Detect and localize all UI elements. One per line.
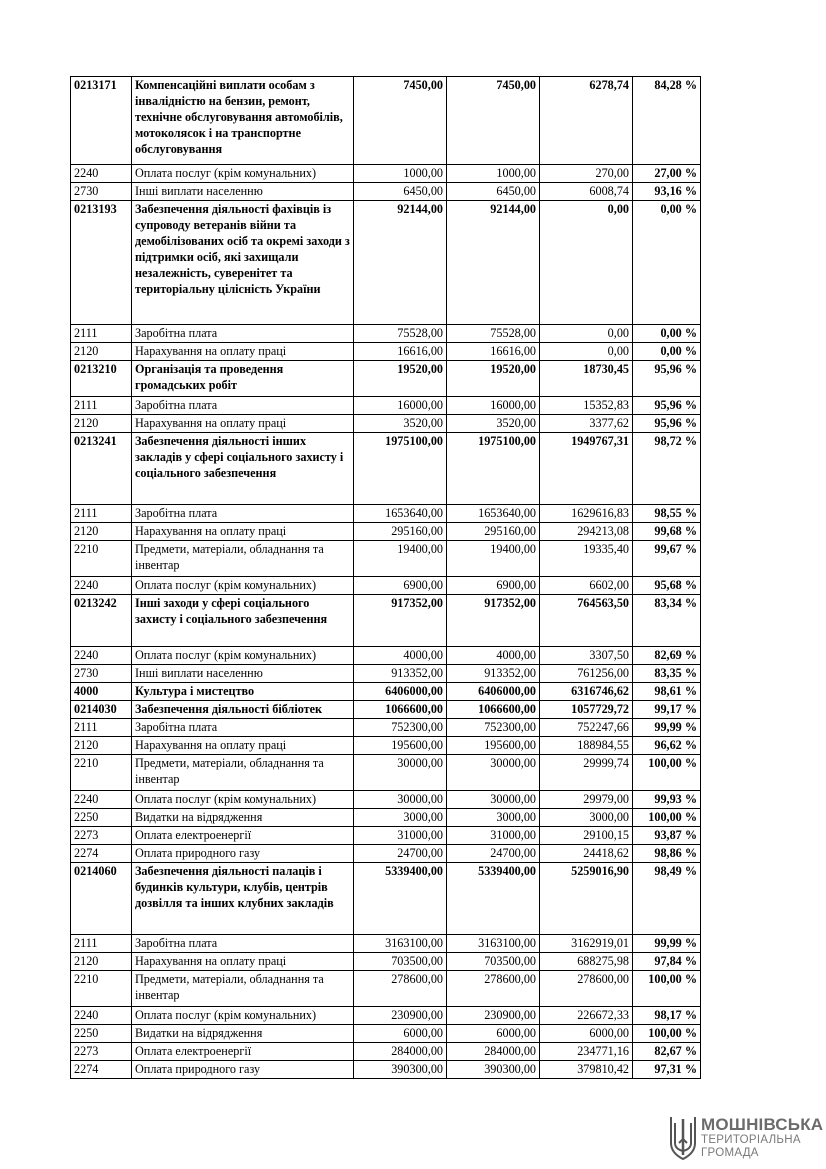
row-percent: 95,96 % xyxy=(633,397,701,415)
row-code: 2730 xyxy=(71,183,132,201)
row-plan-year: 3000,00 xyxy=(354,809,447,827)
row-percent: 98,55 % xyxy=(633,505,701,523)
row-plan-period: 230900,00 xyxy=(447,1007,540,1025)
row-name: Оплата послуг (крім комунальних) xyxy=(132,577,354,595)
table-row xyxy=(71,325,701,343)
row-executed: 29100,15 xyxy=(540,827,633,845)
row-percent: 27,00 % xyxy=(633,165,701,183)
row-name: Оплата послуг (крім комунальних) xyxy=(132,647,354,665)
row-executed: 19335,40 xyxy=(540,541,633,577)
row-percent: 99,68 % xyxy=(633,523,701,541)
row-plan-period: 19520,00 xyxy=(447,361,540,397)
table-row xyxy=(71,935,701,953)
row-name: Видатки на відрядження xyxy=(132,1025,354,1043)
table-row xyxy=(71,953,701,971)
table-row xyxy=(71,201,701,325)
table-row xyxy=(71,595,701,647)
row-name: Нарахування на оплату праці xyxy=(132,953,354,971)
row-name: Оплата послуг (крім комунальних) xyxy=(132,791,354,809)
row-name: Інші заходи у сфері соціального захисту і соціального забезпечення xyxy=(132,595,354,647)
row-name: Забезпечення діяльності палаців і будинків культури, клубів, центрів дозвілля та інших клубних закладів xyxy=(132,863,354,935)
row-plan-year: 19400,00 xyxy=(354,541,447,577)
row-executed: 379810,42 xyxy=(540,1061,633,1079)
row-executed: 226672,33 xyxy=(540,1007,633,1025)
row-plan-period: 5339400,00 xyxy=(447,863,540,935)
row-code: 2111 xyxy=(71,397,132,415)
row-name: Заробітна плата xyxy=(132,325,354,343)
row-name: Забезпечення діяльності інших закладів у сфері соціального захисту і соціального забезпечення xyxy=(132,433,354,505)
row-percent: 98,61 % xyxy=(633,683,701,701)
row-percent: 82,67 % xyxy=(633,1043,701,1061)
row-name: Предмети, матеріали, обладнання та інвентар xyxy=(132,755,354,791)
row-executed: 3000,00 xyxy=(540,809,633,827)
row-code: 2120 xyxy=(71,523,132,541)
row-plan-period: 1975100,00 xyxy=(447,433,540,505)
row-code: 4000 xyxy=(71,683,132,701)
row-plan-year: 6450,00 xyxy=(354,183,447,201)
row-name: Заробітна плата xyxy=(132,505,354,523)
row-code: 2210 xyxy=(71,971,132,1007)
row-percent: 83,35 % xyxy=(633,665,701,683)
budget-table-body xyxy=(71,77,701,1079)
row-plan-period: 284000,00 xyxy=(447,1043,540,1061)
row-percent: 99,67 % xyxy=(633,541,701,577)
row-plan-year: 1066600,00 xyxy=(354,701,447,719)
table-row xyxy=(71,505,701,523)
row-plan-period: 3000,00 xyxy=(447,809,540,827)
row-plan-period: 19400,00 xyxy=(447,541,540,577)
row-code: 2240 xyxy=(71,165,132,183)
row-plan-year: 6406000,00 xyxy=(354,683,447,701)
row-name: Компенсаційні виплати особам з інвалідністю на бензин, ремонт, технічне обслуговування автомобілів, мотоколясок і на транспортне обслуговування xyxy=(132,77,354,165)
table-row xyxy=(71,971,701,1007)
row-plan-period: 6406000,00 xyxy=(447,683,540,701)
row-code: 2210 xyxy=(71,541,132,577)
row-name: Оплата природного газу xyxy=(132,1061,354,1079)
row-code: 2240 xyxy=(71,647,132,665)
row-code: 0213171 xyxy=(71,77,132,165)
row-code: 2274 xyxy=(71,1061,132,1079)
table-row xyxy=(71,1061,701,1079)
row-name: Оплата електроенергії xyxy=(132,827,354,845)
row-executed: 29979,00 xyxy=(540,791,633,809)
row-percent: 96,62 % xyxy=(633,737,701,755)
row-executed: 752247,66 xyxy=(540,719,633,737)
row-plan-year: 7450,00 xyxy=(354,77,447,165)
table-row xyxy=(71,1043,701,1061)
row-percent: 84,28 % xyxy=(633,77,701,165)
table-row xyxy=(71,701,701,719)
row-name: Оплата послуг (крім комунальних) xyxy=(132,165,354,183)
row-plan-year: 24700,00 xyxy=(354,845,447,863)
table-row xyxy=(71,361,701,397)
table-row xyxy=(71,415,701,433)
row-plan-period: 3163100,00 xyxy=(447,935,540,953)
table-row xyxy=(71,77,701,165)
row-name: Заробітна плата xyxy=(132,935,354,953)
row-percent: 93,87 % xyxy=(633,827,701,845)
row-name: Нарахування на оплату праці xyxy=(132,343,354,361)
row-name: Заробітна плата xyxy=(132,719,354,737)
row-executed: 3307,50 xyxy=(540,647,633,665)
row-executed: 18730,45 xyxy=(540,361,633,397)
row-executed: 15352,83 xyxy=(540,397,633,415)
row-plan-year: 390300,00 xyxy=(354,1061,447,1079)
row-plan-period: 31000,00 xyxy=(447,827,540,845)
budget-table xyxy=(70,76,701,1079)
row-executed: 0,00 xyxy=(540,343,633,361)
community-logo xyxy=(668,1113,824,1163)
row-name: Нарахування на оплату праці xyxy=(132,415,354,433)
row-plan-period: 92144,00 xyxy=(447,201,540,325)
row-executed: 6316746,62 xyxy=(540,683,633,701)
row-plan-year: 703500,00 xyxy=(354,953,447,971)
row-executed: 3162919,01 xyxy=(540,935,633,953)
table-row xyxy=(71,1007,701,1025)
row-plan-year: 278600,00 xyxy=(354,971,447,1007)
table-row xyxy=(71,845,701,863)
row-percent: 99,17 % xyxy=(633,701,701,719)
row-plan-year: 31000,00 xyxy=(354,827,447,845)
row-plan-year: 4000,00 xyxy=(354,647,447,665)
logo-line-2: ТЕРИТОРІАЛЬНА xyxy=(701,1134,801,1146)
table-row xyxy=(71,523,701,541)
row-percent: 95,68 % xyxy=(633,577,701,595)
row-plan-year: 92144,00 xyxy=(354,201,447,325)
row-percent: 100,00 % xyxy=(633,971,701,1007)
row-plan-period: 390300,00 xyxy=(447,1061,540,1079)
table-row xyxy=(71,665,701,683)
row-code: 0213241 xyxy=(71,433,132,505)
row-percent: 95,96 % xyxy=(633,415,701,433)
table-row xyxy=(71,433,701,505)
row-executed: 24418,62 xyxy=(540,845,633,863)
row-executed: 0,00 xyxy=(540,201,633,325)
table-row xyxy=(71,737,701,755)
row-code: 2120 xyxy=(71,737,132,755)
row-percent: 83,34 % xyxy=(633,595,701,647)
table-row xyxy=(71,647,701,665)
row-plan-year: 6000,00 xyxy=(354,1025,447,1043)
row-percent: 98,49 % xyxy=(633,863,701,935)
table-row xyxy=(71,165,701,183)
row-code: 2250 xyxy=(71,1025,132,1043)
row-name: Забезпечення діяльності фахівців із супроводу ветеранів війни та демобілізованих осіб та окремі заходи з підтримки осіб, які захищали незалежність, суверенітет та територіальну цілісність України xyxy=(132,201,354,325)
row-plan-year: 3520,00 xyxy=(354,415,447,433)
row-percent: 95,96 % xyxy=(633,361,701,397)
logo-line-3: ГРОМАДА xyxy=(701,1147,759,1159)
row-code: 2240 xyxy=(71,577,132,595)
row-plan-period: 30000,00 xyxy=(447,791,540,809)
row-executed: 270,00 xyxy=(540,165,633,183)
row-name: Видатки на відрядження xyxy=(132,809,354,827)
row-plan-period: 195600,00 xyxy=(447,737,540,755)
row-plan-period: 703500,00 xyxy=(447,953,540,971)
row-executed: 6602,00 xyxy=(540,577,633,595)
row-code: 2111 xyxy=(71,719,132,737)
row-plan-year: 195600,00 xyxy=(354,737,447,755)
row-code: 0213193 xyxy=(71,201,132,325)
row-percent: 100,00 % xyxy=(633,755,701,791)
row-name: Культура і мистецтво xyxy=(132,683,354,701)
row-percent: 98,72 % xyxy=(633,433,701,505)
row-plan-year: 16616,00 xyxy=(354,343,447,361)
row-percent: 99,99 % xyxy=(633,935,701,953)
table-row xyxy=(71,863,701,935)
row-plan-year: 752300,00 xyxy=(354,719,447,737)
table-row xyxy=(71,809,701,827)
table-row xyxy=(71,791,701,809)
row-plan-period: 7450,00 xyxy=(447,77,540,165)
row-plan-year: 917352,00 xyxy=(354,595,447,647)
row-executed: 29999,74 xyxy=(540,755,633,791)
table-row xyxy=(71,1025,701,1043)
row-executed: 6008,74 xyxy=(540,183,633,201)
row-name: Предмети, матеріали, обладнання та інвентар xyxy=(132,971,354,1007)
row-plan-period: 16000,00 xyxy=(447,397,540,415)
row-plan-period: 917352,00 xyxy=(447,595,540,647)
row-plan-year: 5339400,00 xyxy=(354,863,447,935)
row-plan-period: 30000,00 xyxy=(447,755,540,791)
row-plan-period: 24700,00 xyxy=(447,845,540,863)
row-plan-period: 4000,00 xyxy=(447,647,540,665)
row-executed: 3377,62 xyxy=(540,415,633,433)
row-plan-period: 6450,00 xyxy=(447,183,540,201)
row-executed: 761256,00 xyxy=(540,665,633,683)
row-plan-period: 6000,00 xyxy=(447,1025,540,1043)
row-name: Інші виплати населенню xyxy=(132,665,354,683)
row-plan-year: 75528,00 xyxy=(354,325,447,343)
row-plan-year: 30000,00 xyxy=(354,791,447,809)
row-plan-period: 913352,00 xyxy=(447,665,540,683)
row-code: 2120 xyxy=(71,415,132,433)
row-plan-period: 752300,00 xyxy=(447,719,540,737)
row-executed: 688275,98 xyxy=(540,953,633,971)
row-code: 2120 xyxy=(71,343,132,361)
trident-icon xyxy=(668,1113,698,1161)
row-percent: 82,69 % xyxy=(633,647,701,665)
row-plan-year: 295160,00 xyxy=(354,523,447,541)
row-plan-period: 1066600,00 xyxy=(447,701,540,719)
row-plan-period: 3520,00 xyxy=(447,415,540,433)
row-executed: 1057729,72 xyxy=(540,701,633,719)
row-executed: 278600,00 xyxy=(540,971,633,1007)
row-plan-period: 75528,00 xyxy=(447,325,540,343)
row-code: 2730 xyxy=(71,665,132,683)
row-code: 2210 xyxy=(71,755,132,791)
row-percent: 100,00 % xyxy=(633,809,701,827)
row-plan-period: 16616,00 xyxy=(447,343,540,361)
row-percent: 97,31 % xyxy=(633,1061,701,1079)
row-code: 2111 xyxy=(71,505,132,523)
row-code: 2111 xyxy=(71,935,132,953)
row-plan-year: 30000,00 xyxy=(354,755,447,791)
row-plan-year: 230900,00 xyxy=(354,1007,447,1025)
row-percent: 0,00 % xyxy=(633,343,701,361)
table-row xyxy=(71,683,701,701)
row-plan-year: 1653640,00 xyxy=(354,505,447,523)
table-row xyxy=(71,183,701,201)
row-name: Нарахування на оплату праці xyxy=(132,737,354,755)
table-row xyxy=(71,541,701,577)
row-code: 2273 xyxy=(71,827,132,845)
row-executed: 5259016,90 xyxy=(540,863,633,935)
row-plan-period: 1000,00 xyxy=(447,165,540,183)
table-row xyxy=(71,755,701,791)
row-code: 2120 xyxy=(71,953,132,971)
row-plan-year: 16000,00 xyxy=(354,397,447,415)
row-name: Оплата електроенергії xyxy=(132,1043,354,1061)
row-percent: 99,99 % xyxy=(633,719,701,737)
table-row xyxy=(71,397,701,415)
row-plan-year: 6900,00 xyxy=(354,577,447,595)
row-code: 2273 xyxy=(71,1043,132,1061)
row-code: 2240 xyxy=(71,1007,132,1025)
row-code: 0213210 xyxy=(71,361,132,397)
table-row xyxy=(71,719,701,737)
row-code: 0214060 xyxy=(71,863,132,935)
row-executed: 234771,16 xyxy=(540,1043,633,1061)
row-percent: 0,00 % xyxy=(633,325,701,343)
row-name: Забезпечення діяльності бібліотек xyxy=(132,701,354,719)
row-name: Предмети, матеріали, обладнання та інвентар xyxy=(132,541,354,577)
row-plan-year: 1000,00 xyxy=(354,165,447,183)
row-name: Інші виплати населенню xyxy=(132,183,354,201)
row-percent: 0,00 % xyxy=(633,201,701,325)
row-percent: 97,84 % xyxy=(633,953,701,971)
row-name: Оплата послуг (крім комунальних) xyxy=(132,1007,354,1025)
row-name: Заробітна плата xyxy=(132,397,354,415)
table-row xyxy=(71,343,701,361)
row-percent: 93,16 % xyxy=(633,183,701,201)
row-percent: 98,17 % xyxy=(633,1007,701,1025)
row-percent: 98,86 % xyxy=(633,845,701,863)
row-executed: 764563,50 xyxy=(540,595,633,647)
row-executed: 6000,00 xyxy=(540,1025,633,1043)
row-plan-year: 284000,00 xyxy=(354,1043,447,1061)
row-plan-year: 3163100,00 xyxy=(354,935,447,953)
row-executed: 6278,74 xyxy=(540,77,633,165)
row-name: Організація та проведення громадських робіт xyxy=(132,361,354,397)
row-code: 2111 xyxy=(71,325,132,343)
row-executed: 1949767,31 xyxy=(540,433,633,505)
row-executed: 294213,08 xyxy=(540,523,633,541)
row-code: 0213242 xyxy=(71,595,132,647)
row-plan-year: 913352,00 xyxy=(354,665,447,683)
row-name: Нарахування на оплату праці xyxy=(132,523,354,541)
logo-line-1: МОШНІВСЬКА xyxy=(701,1115,824,1134)
table-row xyxy=(71,577,701,595)
row-code: 0214030 xyxy=(71,701,132,719)
row-plan-period: 278600,00 xyxy=(447,971,540,1007)
row-plan-period: 1653640,00 xyxy=(447,505,540,523)
row-code: 2240 xyxy=(71,791,132,809)
row-executed: 188984,55 xyxy=(540,737,633,755)
row-code: 2274 xyxy=(71,845,132,863)
row-plan-period: 295160,00 xyxy=(447,523,540,541)
row-percent: 99,93 % xyxy=(633,791,701,809)
row-plan-year: 19520,00 xyxy=(354,361,447,397)
row-percent: 100,00 % xyxy=(633,1025,701,1043)
row-executed: 0,00 xyxy=(540,325,633,343)
row-executed: 1629616,83 xyxy=(540,505,633,523)
row-code: 2250 xyxy=(71,809,132,827)
row-plan-year: 1975100,00 xyxy=(354,433,447,505)
row-name: Оплата природного газу xyxy=(132,845,354,863)
row-plan-period: 6900,00 xyxy=(447,577,540,595)
table-row xyxy=(71,827,701,845)
